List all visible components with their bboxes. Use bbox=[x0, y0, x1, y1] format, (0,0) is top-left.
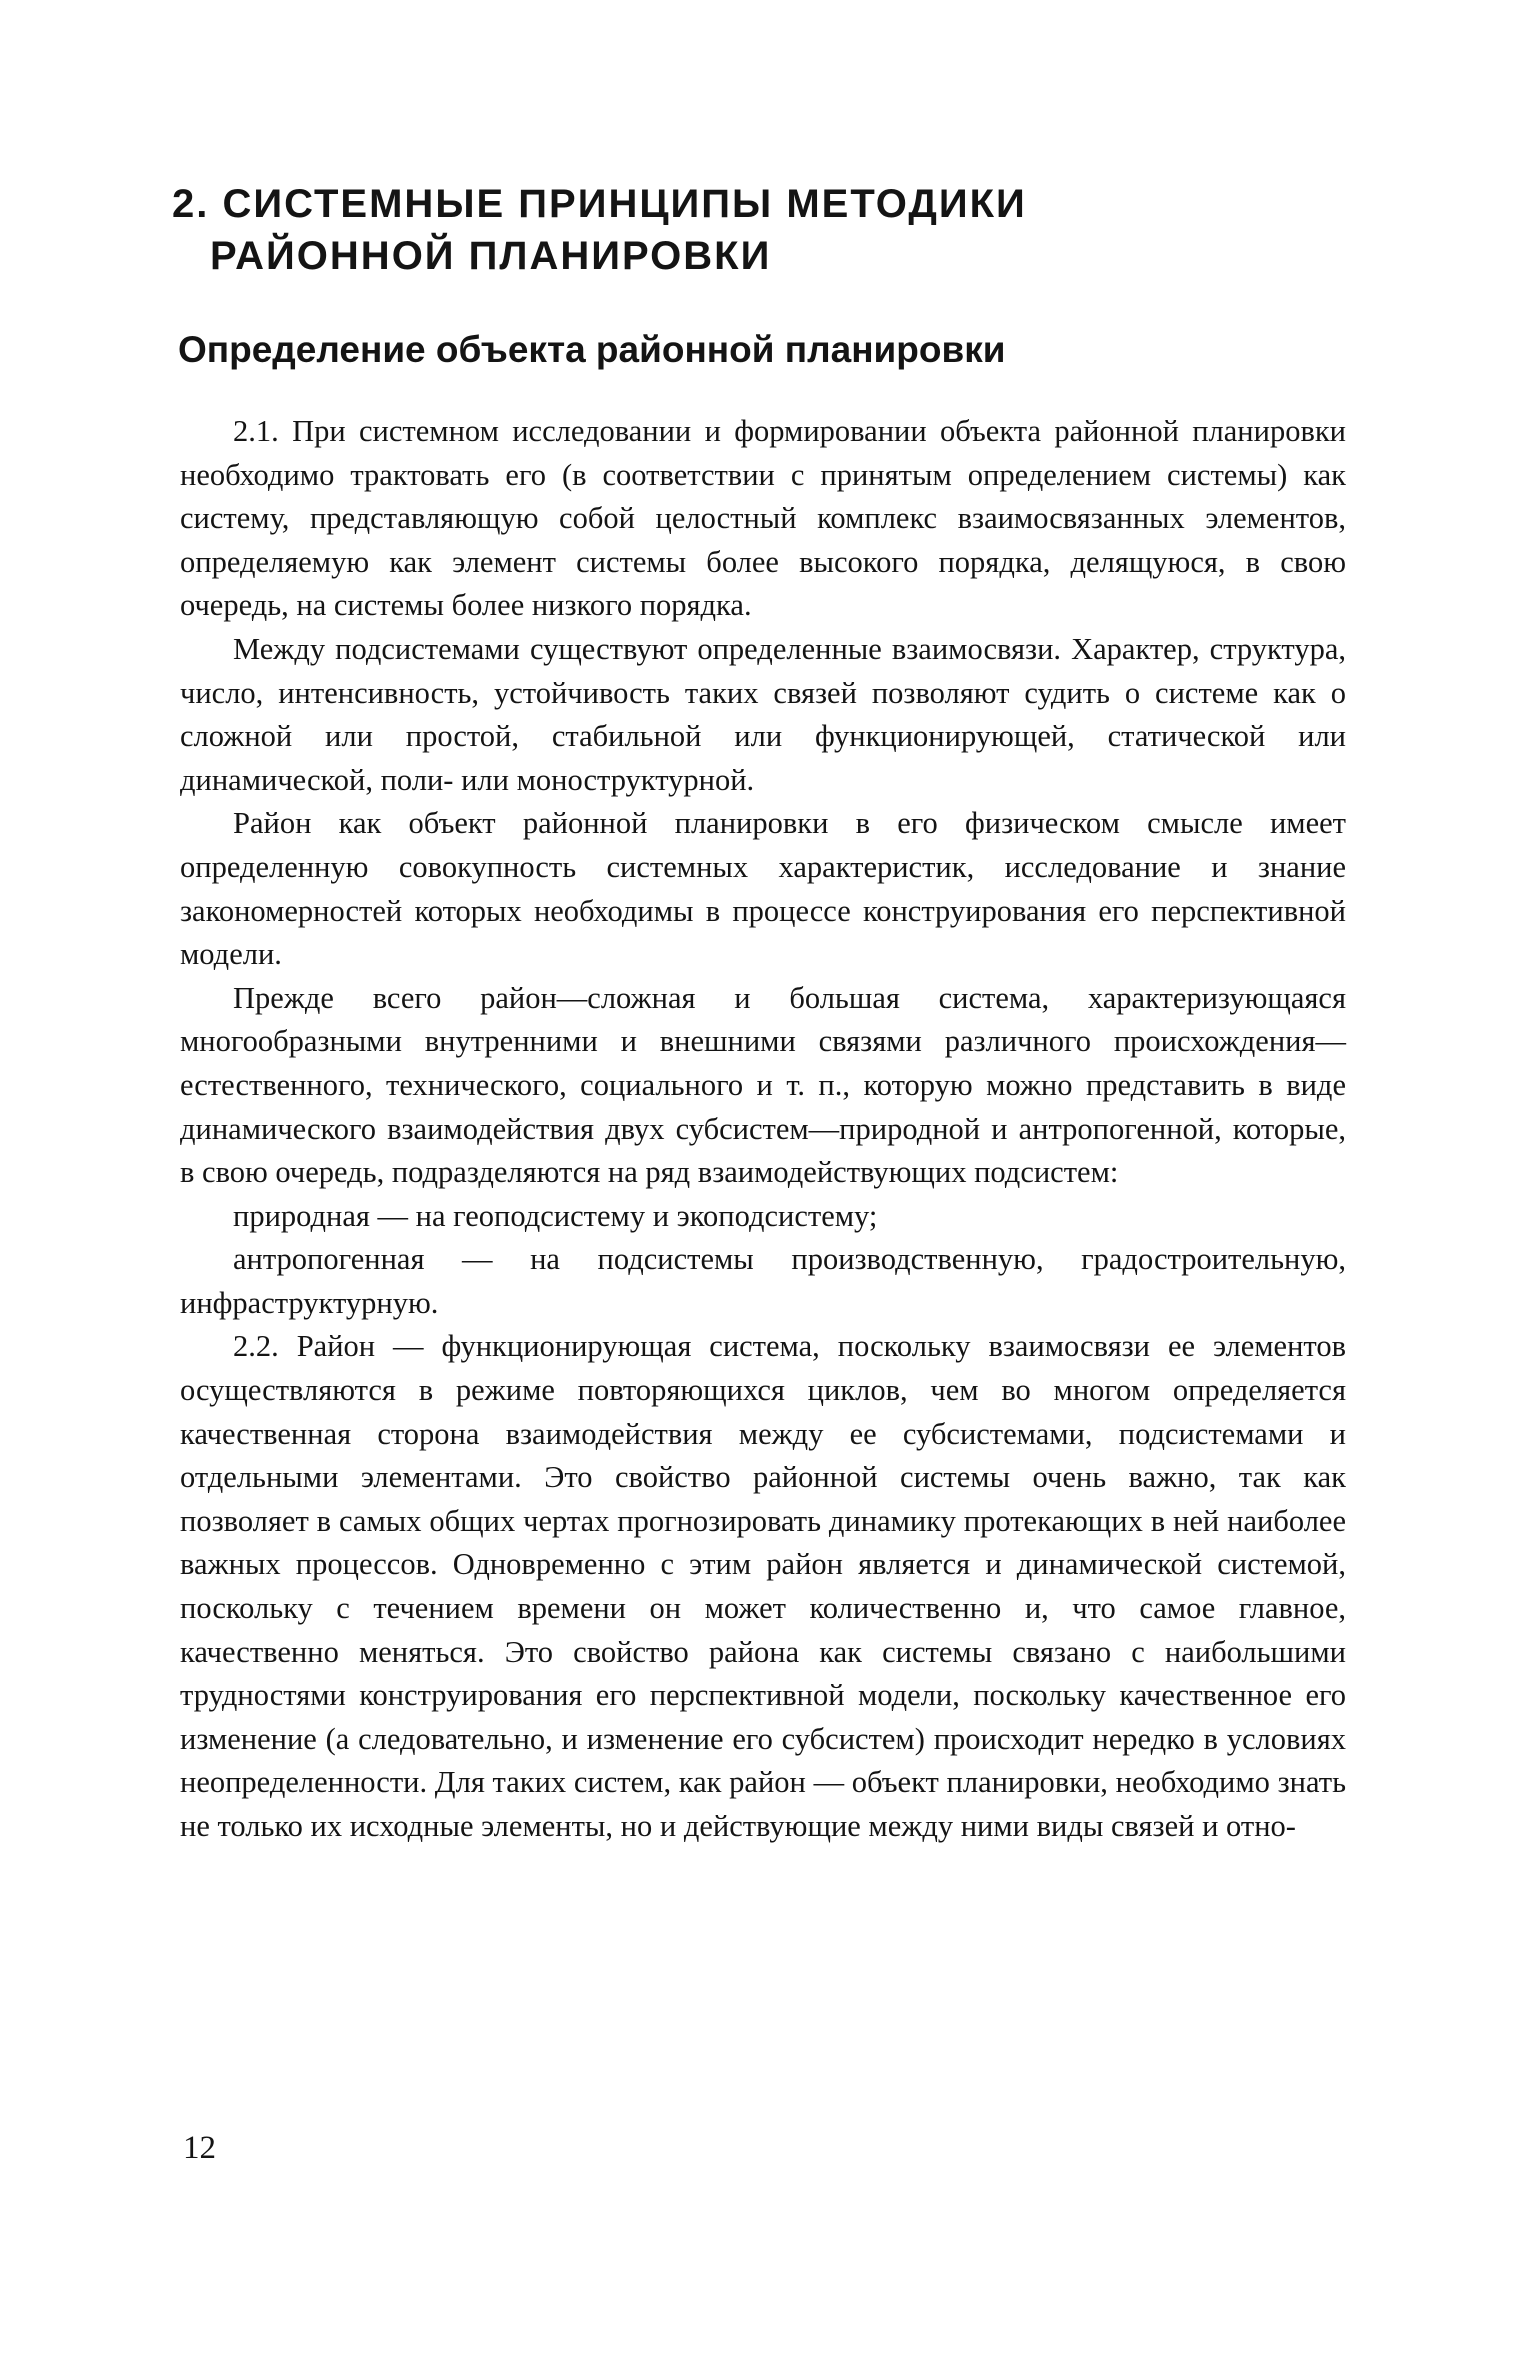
section-heading: Определение объекта районной планировки bbox=[178, 329, 1006, 370]
page-number: 12 bbox=[183, 2130, 216, 2166]
paragraph-complex-system: Прежде всего район—сложная и большая система, характеризующаяся многообразными внутренними и внешними связями различного происхождения—естественного, технического, социального и т. п., которую можно представить в виде динамического взаимодействия двух субсистем—природной и антропогенной, которые, в свою очередь, подразделяются на ряд взаимодействующих подсистем: bbox=[180, 980, 1346, 1190]
paragraph-2-1: 2.1. При системном исследовании и формировании объекта районной планировки необходимо трактовать его (в соответствии с принятым определением системы) как систему, представляющую собой целостный комплекс взаимосвязанных элементов, определяемую как элемент системы более высокого порядка, делящуюся, в свою очередь, на системы более низкого порядка. bbox=[180, 414, 1346, 623]
paragraph-2-2: 2.2. Район — функционирующая система, поскольку взаимосвязи ее элементов осуществляются в режиме повторяющихся циклов, чем во многом определяется качественная сторона взаимодействия между ее субсистемами, подсистемами и отдельными элементами. Это свойство районной системы очень важно, так как позволяет в самых общих чертах прогнозировать динамику протекающих в ней наиболее важных процессов. Одновременно с этим район является и динамической системой, поскольку с течением времени он может количественно и, что самое главное, качественно меняться. Это свойство района как системы связано с наибольшими трудностями конструирования его перспективной модели, поскольку качественное его изменение (а следовательно, и изменение его субсистем) происходит нередко в условиях неопределенности. Для таких систем, как район — объект планировки, необходимо знать не только их исходные элементы, но и действующие между ними виды связей и отно- bbox=[180, 1329, 1346, 1843]
paragraph-natural-subsystem: природная — на геоподсистему и экоподсистему; bbox=[233, 1198, 878, 1233]
chapter-title-line-1: 2. СИСТЕМНЫЕ ПРИНЦИПЫ МЕТОДИКИ bbox=[172, 182, 1027, 226]
chapter-title-line-2: РАЙОННОЙ ПЛАНИРОВКИ bbox=[210, 234, 772, 278]
paragraph-anthropogenic-subsystem: антропогенная — на подсистемы производственную, градостроительную, инфраструктурную. bbox=[180, 1242, 1346, 1320]
paragraph-region-object: Район как объект районной планировки в его физическом смысле имеет определенную совокупность системных характеристик, исследование и знание закономерностей которых необходимы в процессе конструирования его перспективной модели. bbox=[180, 806, 1346, 972]
body-text bbox=[180, 410, 1346, 1849]
paragraph-interconnections: Между подсистемами существуют определенные взаимосвязи. Характер, структура, число, интенсивность, устойчивость таких связей позволяют судить о системе как о сложной или простой, стабильной или функционирующей, статической или динамической, поли- или моноструктурной. bbox=[180, 631, 1346, 797]
chapter-title bbox=[172, 178, 1027, 282]
